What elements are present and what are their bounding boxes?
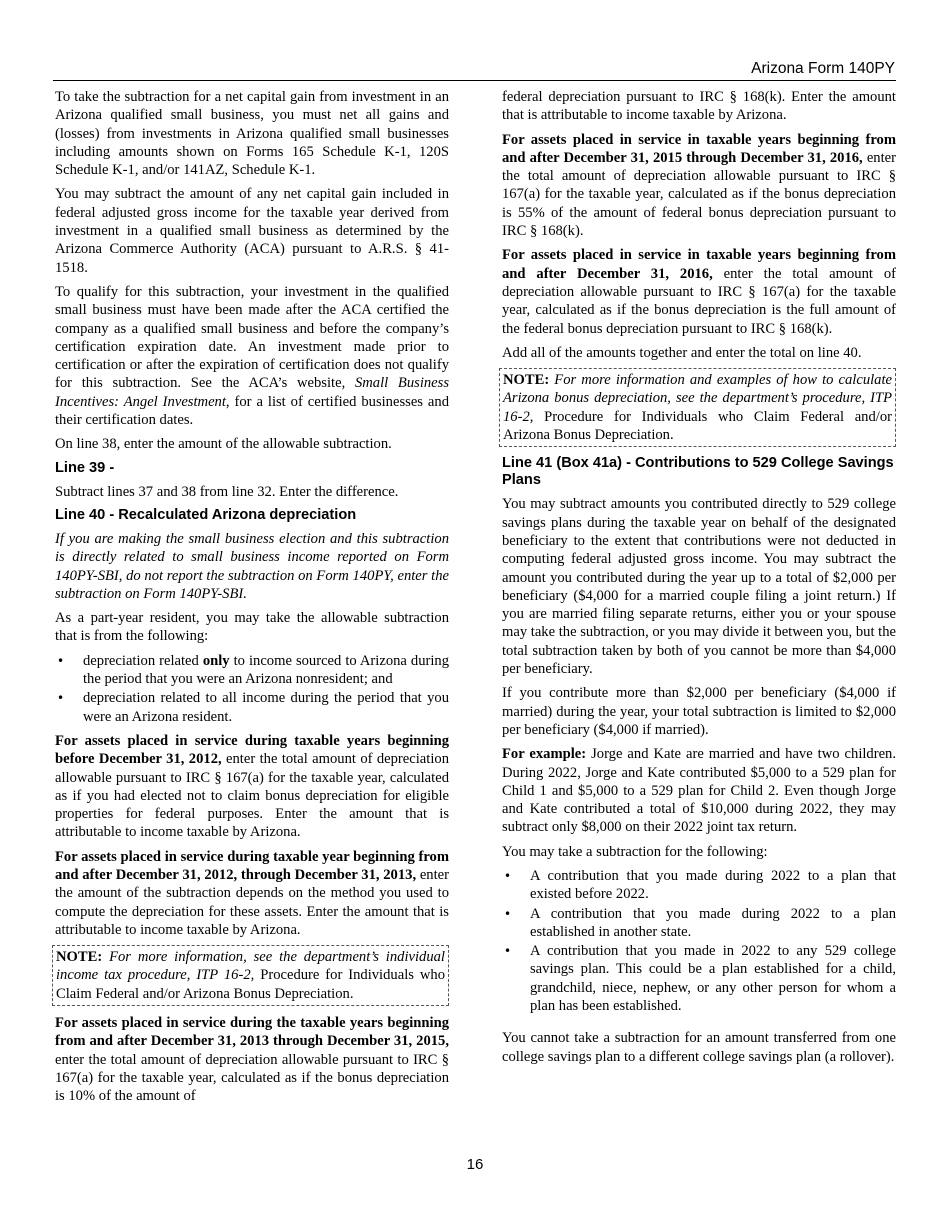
text: Jorge and Kate are married and have two children. During 2022, Jorge and Kate contributed $5,000 to a 529 plan for Child 1 and $5,000 to a 529 plan for Child 2. Even though Jorge and Kate contributed a total of $10,000 during 2022, they may subtract only $8,000 on their 2022 joint tax return. [502, 746, 897, 836]
heading-line-41: Line 41 (Box 41a) - Contributions to 529 College Savings Plans [502, 455, 894, 489]
list-item: • A contribution that you made during 2022 to a plan that existed before 2022. [502, 867, 896, 904]
text: For assets placed in service during taxable year beginning from and after December 31, 2012, through December 31, 2013, [55, 848, 449, 883]
heading-line-40: Line 40 - Recalculated Arizona depreciation [55, 506, 357, 523]
right-column [502, 88, 896, 1072]
text: enter the amount of the subtraction depends on the method you used to compute the depreciation for these assets. Enter the amount that is attributable to income taxable by Arizona. [55, 866, 449, 938]
header-divider [53, 80, 896, 81]
text: only [202, 652, 230, 669]
paragraph-add-amounts: Add all of the amounts together and enter the total on line 40. [502, 344, 862, 361]
paragraph-assets-2015-2016 [502, 131, 896, 241]
text: For assets placed in service in taxable years beginning from and after December 31, 2016, [502, 247, 896, 282]
text: For assets placed in service during the taxable years beginning from and after December 31, 2013 through December 31, 2015, [55, 1015, 449, 1050]
text: enter the total amount of depreciation allowable pursuant to IRC § 167(a) for the taxable year, calculated as if the bonus depreciation is the full amount of the federal bonus depreciation pursuant to IRC § 168(k). [502, 265, 896, 337]
paragraph-subtraction-for: You may take a subtraction for the following: [502, 843, 768, 860]
paragraph-sbi-election [55, 530, 449, 603]
text: enter the total amount of depreciation allowable pursuant to IRC § 167(a) for the taxable year, calculated as if the bonus depreciation is 55% of the amount of federal bonus depreciation pursuant to IRC § 168(k). [502, 149, 896, 240]
text: For example: [502, 746, 587, 763]
left-column [55, 88, 449, 1112]
paragraph-529-limit: If you contribute more than $2,000 per beneficiary ($4,000 if married) during the year, your total subtraction is limited to $2,000 per beneficiary ($4,000 if married). [502, 685, 896, 738]
text: To qualify for this subtraction, your investment in the qualified small business must have been made after the ACA certified the company as a qualified small business and before the company’s certification expiration date. An investment made prior to certification or after the expiration of certification does not qualify for this subtraction. See the ACA’s website, [55, 283, 449, 392]
paragraph-rollover: You cannot take a subtraction for an amount transferred from one college savings plan to a different college savings plan (a rollover). [502, 1030, 896, 1065]
note-label: NOTE: [56, 949, 103, 966]
text: For more information, see the department’s individual income tax procedure, ITP 16-2, [56, 949, 445, 984]
list-item: • A contribution that you made in 2022 to any 529 college savings plan. This could be a plan established for a child, grandchild, niece, nephew, or any other person for whom a plan has been established. [502, 942, 896, 1015]
text: Procedure for Individuals who Claim Federal and/or Arizona Bonus Depreciation. [56, 967, 445, 1002]
text: to income sourced to Arizona during the period that you were an Arizona nonresident; and [83, 652, 449, 688]
heading-line-39: Line 39 - [55, 459, 115, 476]
paragraph-assets-before-2012 [55, 732, 449, 842]
text: If you are making the small business election and this subtraction is directly related to small business income reported on Form 140PY-SBI, do not report the subtraction on Form 140PY, enter the subtraction on Form 140PY-SBI. [55, 530, 449, 602]
text: For assets placed in service during taxable years beginning before December 31, 2012, [55, 732, 449, 768]
paragraph-line-38: On line 38, enter the amount of the allowable subtraction. [55, 436, 392, 453]
paragraph-example [502, 745, 896, 836]
paragraph-part-year: As a part-year resident, you may take the allowable subtraction that is from the following: [55, 610, 449, 645]
note-box-bonus-depreciation [499, 368, 896, 447]
list-item: • depreciation related to all income during the period that you were an Arizona resident. [55, 689, 449, 726]
text: For more information and examples of how to calculate Arizona bonus depreciation, see the department’s procedure, ITP 16-2, [503, 372, 892, 425]
note-label: NOTE: [503, 372, 550, 389]
page-number: 16 [466, 1156, 484, 1173]
paragraph-line-39: Subtract lines 37 and 38 from line 32. Enter the difference. [55, 483, 399, 500]
text: enter the total amount of depreciation allowable pursuant to IRC § 167(a) for the taxable year, calculated as if the bonus depreciation is 10% of the amount of [55, 1051, 449, 1105]
note-box-itp-16-2 [52, 945, 449, 1006]
contribution-list [502, 867, 896, 1015]
paragraph-assets-2013-2015 [55, 1014, 449, 1105]
form-title: Arizona Form 140PY [751, 60, 895, 77]
paragraph-continued: federal depreciation pursuant to IRC § 168(k). Enter the amount that is attributable to income taxable by Arizona. [502, 89, 896, 124]
paragraph-assets-after-2016 [502, 246, 896, 337]
paragraph-qualify [55, 283, 449, 429]
list-item [55, 652, 449, 689]
paragraph-assets-2012-2013 [55, 848, 449, 939]
paragraph-netting-gains: To take the subtraction for a net capital gain from investment in an Arizona qualified small business, you must net all gains and (losses) from investments in Arizona qualified small businesses including amounts shown on Forms 165 Schedule K-1, 120S Schedule K-1, and/or 141AZ, Schedule K-1. [55, 89, 449, 179]
paragraph-529-subtract: You may subtract amounts you contributed directly to 529 college savings plans during the taxable year on behalf of the designated beneficiary to the extent that contributions were not deducted in computing federal adjusted gross income. You may subtract the amount you contributed during the year up to a total of $2,000 per beneficiary ($4,000 for a married couple filing a joint return.) If you are married filing separate returns, either you or your spouse may take the subtraction, or you may divide it between you, but the total subtraction taken by both of you cannot be more than $4,000 per beneficiary. [502, 496, 896, 678]
text: depreciation related [83, 652, 203, 669]
text: , for a list of certified businesses and their certification dates. [55, 393, 449, 429]
text: For assets placed in service in taxable years beginning from and after December 31, 2015 through December 31, 2016, [502, 131, 896, 166]
text: enter the total amount of depreciation allowable pursuant to IRC § 167(a) for the taxable year, calculated as if you had elected not to claim bonus depreciation for eligible properties for federal purposes. Enter the amount that is attributable to income taxable by Arizona. [55, 751, 449, 841]
list-item: • A contribution that you made during 2022 to a plan established in another state. [502, 905, 896, 942]
text: Procedure for Individuals who Claim Federal and/or Arizona Bonus Depreciation. [503, 408, 892, 444]
depreciation-list [55, 652, 449, 726]
link-aca-angel-investment: Small Business Incentives: Angel Investment [55, 375, 450, 410]
paragraph-subtract-capital-gain: You may subtract the amount of any net capital gain included in federal adjusted gross income for the taxable year derived from investment in a qualified small business as determined by the Arizona Commerce Authority (ACA) pursuant to A.R.S. § 41-1518. [55, 186, 449, 276]
